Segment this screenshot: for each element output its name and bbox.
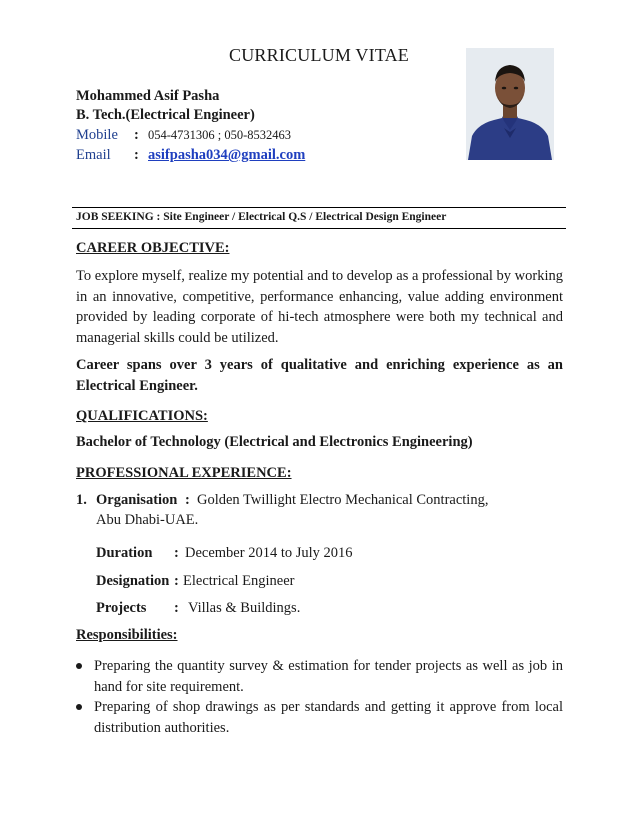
designation-colon: : (174, 573, 179, 589)
bullet-icon (76, 704, 82, 710)
experience-item-number: 1. (76, 492, 87, 508)
candidate-name: Mohammed Asif Pasha (76, 88, 220, 104)
projects-value: Villas & Buildings. (188, 600, 301, 616)
organisation-colon: : (185, 492, 190, 508)
career-objective-text: To explore myself, realize my potential and to develop as a professional by working in an innovative, competitive, performance enhancing, value adding environment provided by leading corporate of hi-tech atmosphere were both my technical and managerial skills could be utilized. (76, 268, 564, 346)
mobile-label: Mobile (76, 127, 118, 143)
designation-label: Designation (96, 573, 170, 589)
mobile-value: 054-4731306 ; 050-8532463 (148, 128, 292, 142)
job-seeking-line: JOB SEEKING : Site Engineer / Electrical Q.S / Electrical Design Engineer (76, 211, 447, 223)
document-title-text: CURRICULUM VITAE (229, 45, 409, 65)
duration-colon: : (174, 545, 179, 561)
career-objective-heading: CAREER OBJECTIVE: (76, 240, 230, 256)
profile-photo (466, 48, 554, 160)
responsibilities-list (76, 656, 563, 738)
qualifications-heading: QUALIFICATIONS: (76, 408, 208, 424)
email-link[interactable]: asifpasha034@gmail.com (148, 147, 306, 163)
email-label: Email (76, 147, 111, 163)
responsibility-text: Preparing the quantity survey & estimation for tender projects as well as job in hand for site requirement. (94, 658, 563, 695)
projects-colon: : (174, 600, 179, 616)
divider-bottom (72, 228, 566, 229)
qualification-degree: Bachelor of Technology (Electrical and Electronics Engineering) (76, 434, 473, 450)
organisation-label: Organisation (96, 492, 178, 508)
duration-label: Duration (96, 545, 153, 561)
email-colon: : (134, 147, 139, 163)
organisation-value: Golden Twillight Electro Mechanical Contracting, (197, 492, 489, 508)
projects-label: Projects (96, 600, 147, 616)
mobile-colon: : (134, 127, 139, 143)
duration-value: December 2014 to July 2016 (185, 545, 353, 561)
list-item (76, 656, 563, 697)
portrait-image (466, 48, 554, 160)
list-item (76, 697, 563, 738)
experience-heading: PROFESSIONAL EXPERIENCE: (76, 465, 292, 481)
divider-top (72, 207, 566, 208)
responsibilities-heading: Responsibilities: (76, 627, 178, 643)
organisation-location: Abu Dhabi-UAE. (96, 512, 199, 528)
candidate-degree: B. Tech.(Electrical Engineer) (76, 107, 255, 123)
bullet-icon (76, 663, 82, 669)
responsibility-text: Preparing of shop drawings as per standards and getting it approve from local distribution authorities. (94, 699, 563, 736)
career-highlight: Career spans over 3 years of qualitative and enriching experience as an Electrical Engineer. (76, 357, 563, 394)
designation-value: Electrical Engineer (183, 573, 295, 589)
